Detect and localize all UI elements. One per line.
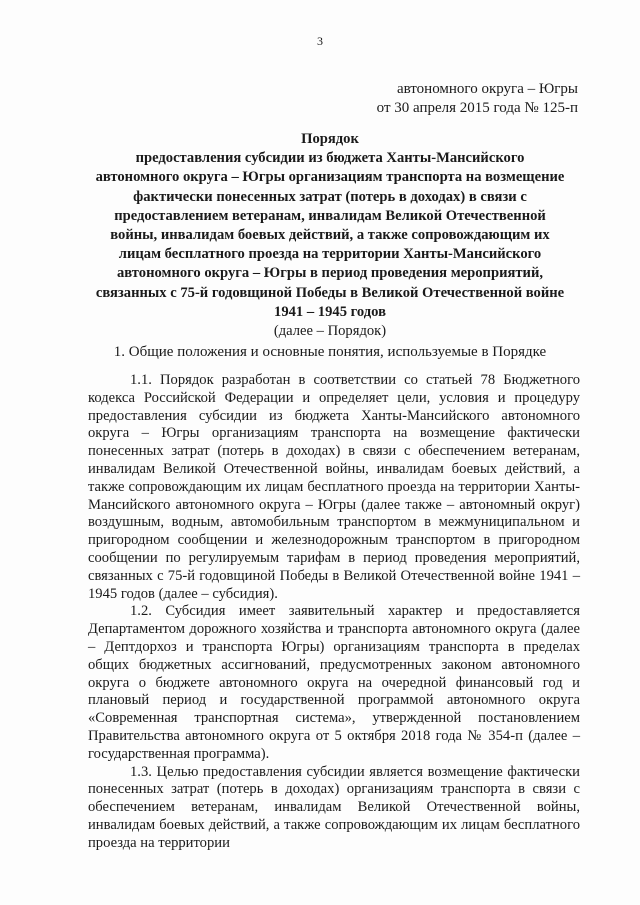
title-line: предоставлением ветеранам, инвалидам Великой Отечественной [114,207,546,224]
title-heading: Порядок [301,131,359,147]
title-line: автономного округа – Югры организациям транспорта на возмещение [95,169,565,186]
page-number: 3 [317,34,323,48]
paragraph-1-1: 1.1. Порядок разработан в соответствии со статьей 78 Бюджетного кодекса Российской Федерации и определяет цели, условия и процедуру предоставления субсидии из бюджета Ханты-Мансийского автономного округа – Югры организациям транспорта на возмещение фактически понесенных затрат (потерь в доходах) в связи с обеспечением ветеранам, инвалидам Великой Отечественной войны, инвалидам боевых действий, а также сопровождающим их лицам бесплатного проезда на территории Ханты-Мансийского автономного округа – Югры (далее также – автономный округ) воздушным, водным, автомобильным транспортом в межмуниципальном и пригородном сообщении и железнодорожным транспортом в пригородном сообщении по регулируемым тарифам в период проведения мероприятий, связанных с 75-й годовщиной Победы в Великой Отечественной войне 1941 – 1945 годов (далее – субсидия). [88,372,580,602]
title-line: фактически понесенных затрат (потерь в доходах) в связи с [133,188,527,205]
section-heading: 1. Общие положения и основные понятия, используемые в Порядке [113,344,547,360]
title-line: автономного округа – Югры в период проведения мероприятий, [116,265,544,282]
paragraph-1-2: 1.2. Субсидия имеет заявительный характер и предоставляется Департаментом дорожного хозяйства и транспорта автономного округа (далее – Дептдорхоз и транспорта Югры) организациям транспорта в пределах общих бюджетных ассигнований, предусмотренных законом автономного округа о бюджете автономного округа на очередной финансовый год и плановый период и государственной программой автономного округа «Современная транспортная система», утвержденной постановлением Правительства автономного округа от 5 октября 2018 года № 354-п (далее – государственная программа). [88,603,580,762]
title-line: 1941 – 1945 годов [274,303,386,320]
title-note: (далее – Порядок) [273,323,387,340]
document-title [70,130,590,341]
reference-line-1: автономного округа – Югры [396,81,578,97]
document-body [88,372,580,853]
title-line: связанных с 75-й годовщиной Победы в Великой Отечественной войне [95,284,565,301]
reference-line-2: от 30 апреля 2015 года № 125-п [376,100,578,116]
title-line: предоставления субсидии из бюджета Ханты-Мансийского [135,150,525,167]
title-line: войны, инвалидам боевых действий, а также сопровождающим их [110,227,550,244]
title-line: лицам бесплатного проезда на территории Ханты-Мансийского [118,246,542,263]
document-reference [377,80,578,118]
paragraph-1-3: 1.3. Целью предоставления субсидии является возмещение фактически понесенных затрат (потерь в доходах) организациям транспорта в связи с обеспечением ветеранам, инвалидам Великой Отечественной войны, инвалидам боевых действий, а также сопровождающим их лицам бесплатного проезда на территории [88,763,580,851]
